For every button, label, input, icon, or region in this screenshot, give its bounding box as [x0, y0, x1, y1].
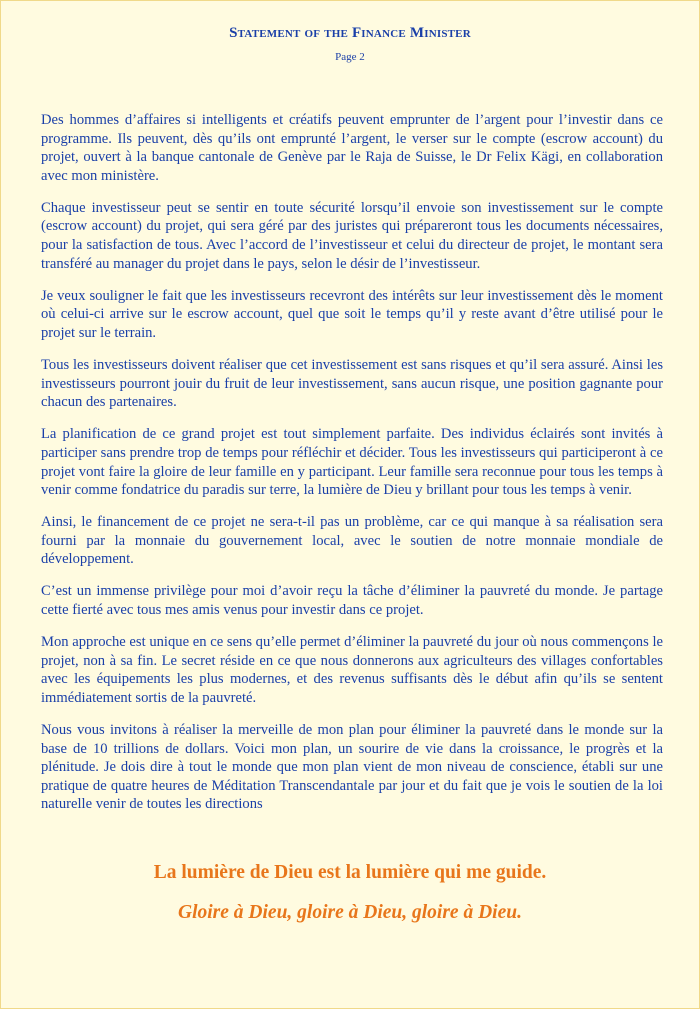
paragraph: Nous vous invitons à réaliser la merveille de mon plan pour éliminer la pauvreté dans le monde sur la base de 10 trillions de dollars. Voici mon plan, un sourire de vie dans la croissance, le progrès et la plénitude. Je dois dire à tout le monde que mon plan vient de mon niveau de conscience, établi sur une pratique de quatre heures de Méditation Transcendantale par jour et du fait que je vois le soutien de la loi naturelle venir de toutes les directions: [41, 722, 663, 813]
paragraph: Chaque investisseur peut se sentir en toute sécurité lorsqu’il envoie son investissement sur le compte (escrow account) du projet, qui sera géré par des juristes qui prépareront tous les documents nécessaires, pour la satisfaction de tous. Avec l’accord de l’investisseur et celui du directeur de projet, le montant sera transféré au manager du projet dans le pays, selon le désir de l’investisseur.: [41, 199, 663, 272]
closing-line-2: Gloire à Dieu, gloire à Dieu, gloire à Dieu.: [178, 902, 522, 923]
page-number: Page 2: [335, 51, 365, 63]
paragraph: Ainsi, le financement de ce projet ne sera-t-il pas un problème, car ce qui manque à sa réalisation sera fourni par la monnaie du gouvernement local, avec le soutien de notre monnaie mondiale de développement.: [41, 514, 663, 568]
document-body: [41, 111, 663, 828]
paragraph: La planification de ce grand projet est tout simplement parfaite. Des individus éclairés sont invités à participer sans prendre trop de temps pour réfléchir et décider. Tous les investisseurs qui participeront à ce projet vont faire la gloire de leur famille en y participant. Leur famille sera reconnue pour tous les temps à venir comme fondatrice du paradis sur terre, la lumière de Dieu y brillant pour tous les temps à venir.: [41, 426, 663, 499]
document-title: Statement of the Finance Minister: [229, 25, 471, 41]
paragraph: Je veux souligner le fait que les investisseurs recevront des intérêts sur leur investissement dès le moment où celui-ci arrive sur le escrow account, quel que soit le temps qu’il y reste avant d’être utilisé pour le projet sur le terrain.: [41, 287, 663, 341]
paragraph: Tous les investisseurs doivent réaliser que cet investissement est sans risques et qu’il sera assuré. Ainsi les investisseurs pourront jouir du fruit de leur investissement, sans aucun risque, une position gagnante pour chacun des partenaires.: [41, 357, 663, 411]
closing-line-1: La lumière de Dieu est la lumière qui me guide.: [153, 862, 547, 883]
paragraph: Mon approche est unique en ce sens qu’elle permet d’éliminer la pauvreté du jour où nous commençons le projet, non à sa fin. Le secret réside en ce que nous donnerons aux agriculteurs des villages confortables avec les équipements les plus modernes, et des revenus suffisants dès le début afin qu’ils se sentent immédiatement sortis de la pauvreté.: [41, 634, 663, 706]
paragraph: C’est un immense privilège pour moi d’avoir reçu la tâche d’éliminer la pauvreté du monde. Je partage cette fierté avec tous mes amis venus pour investir dans ce projet.: [41, 583, 663, 619]
paragraph: Des hommes d’affaires si intelligents et créatifs peuvent emprunter de l’argent pour l’investir dans ce programme. Ils peuvent, dès qu’ils ont emprunté l’argent, le verser sur le compte (escrow account) du projet, ouvert à la banque cantonale de Genève par le Raja de Suisse, le Dr Felix Kägi, en collaboration avec mon ministère.: [41, 112, 663, 184]
